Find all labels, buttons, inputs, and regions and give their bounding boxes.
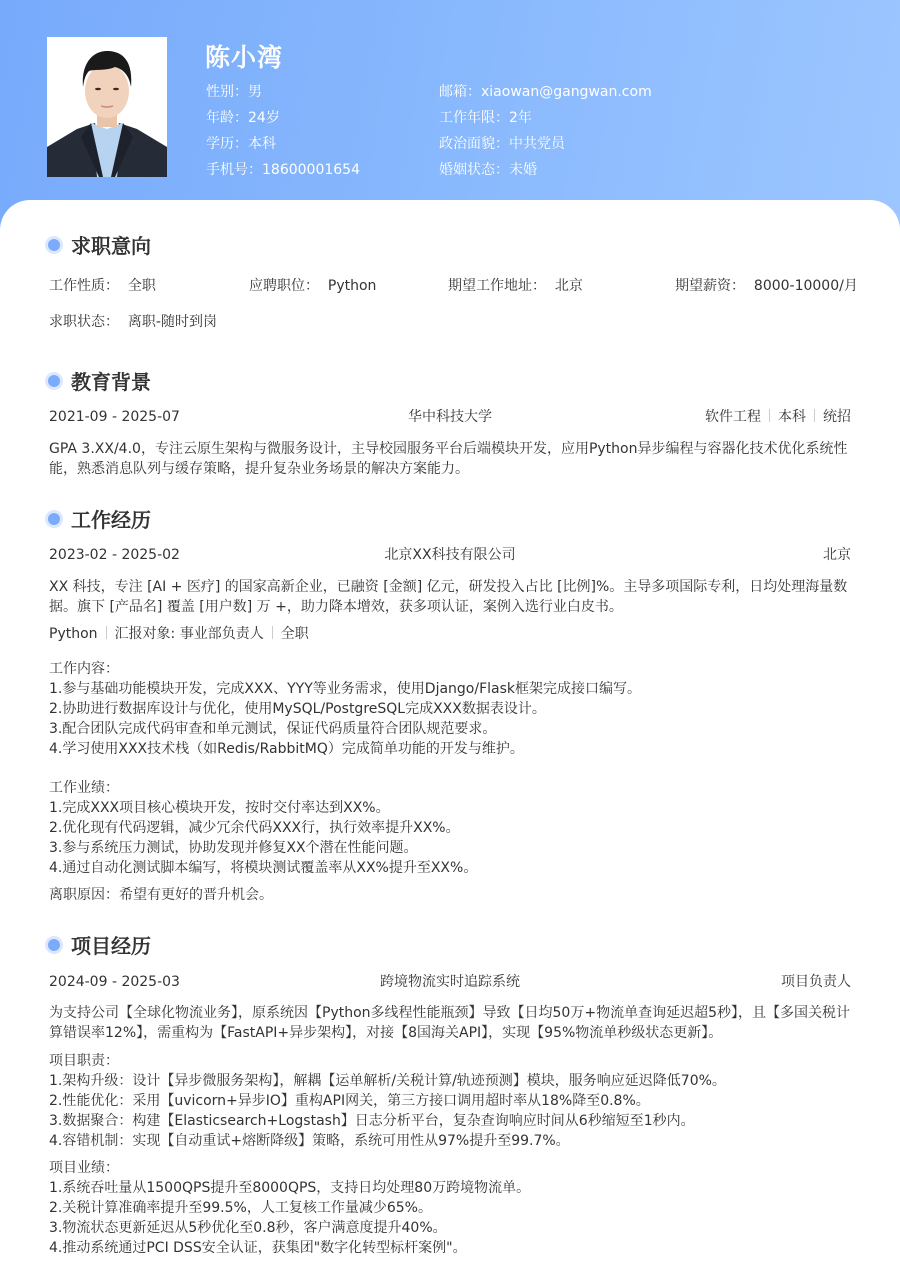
info-label: 工作年限： [439, 110, 509, 126]
project-period: 2024-09 - 2025-03 [49, 974, 180, 990]
company-intro: XX 科技，专注 [AI + 医疗] 的国家高新企业，已融资 [金额] 亿元，研发投入占比 [比例]%。主导多项国际专利，日均处理海量数据。旗下 [产品名] 覆盖 [用户数] 万 +，助力降本增效，获多项认证，案例入选行业白皮书。 [49, 579, 848, 615]
job-position [249, 276, 376, 296]
tech-tag: Python [49, 626, 98, 642]
divider [272, 626, 273, 639]
section-title-education [48, 366, 151, 395]
info-political-status [439, 134, 652, 160]
info-label: 邮箱： [439, 84, 481, 100]
field-value: 北京 [554, 278, 583, 294]
project-duty-item: 4.容错机制：实现【自动重试+熔断降级】策略，系统可用性从97%提升至99.7%。 [49, 1133, 570, 1149]
divider [814, 409, 815, 422]
work-content-title: 工作内容： [49, 661, 119, 677]
job-salary [675, 276, 858, 296]
info-value: 2年 [509, 110, 532, 126]
info-value: 18600001654 [262, 162, 360, 178]
info-work-years [439, 108, 652, 134]
divider [106, 626, 107, 639]
major-tag: 软件工程 [705, 409, 761, 425]
field-value: 8000-10000/月 [753, 278, 858, 294]
info-phone [206, 160, 360, 186]
section-heading: 工作经历 [71, 508, 151, 532]
project-duty-item: 2.性能优化：采用【uvicorn+异步IO】重构API网关，第三方接口调用超时率从18%降至0.8%。 [49, 1093, 650, 1109]
work-company: 北京XX科技有限公司 [384, 547, 516, 563]
info-label: 手机号： [206, 162, 262, 178]
project-duties [49, 1051, 726, 1151]
info-education [206, 134, 360, 160]
education-description: GPA 3.XX/4.0，专注云原生架构与微服务设计，主导校园服务平台后端模块开发，应用Python异步编程与容器化技术优化系统性能，熟悉消息队列与缓存策略，提升复杂业务场景的解决方案能力。 [49, 441, 848, 477]
field-value: 离职-随时到岗 [127, 314, 217, 330]
field-label: 求职状态： [49, 314, 119, 330]
education-school: 华中科技大学 [408, 409, 492, 425]
field-label: 期望薪资： [675, 278, 745, 294]
work-achievements [49, 778, 477, 878]
project-background: 为支持公司【全球化物流业务】，原系统因【Python多线程性能瓶颈】导致【日均50万+物流单查询延迟超5秒】，且【多国关税计算错误率12%】，需重构为【FastAPI+异步架构】，对接【8国海关API】，实现【95%物流单秒级状态更新】。 [49, 1005, 850, 1041]
profile-photo [47, 37, 167, 177]
section-heading: 项目经历 [71, 934, 151, 958]
info-label: 学历： [206, 136, 248, 152]
project-achievement-item: 4.推动系统通过PCI DSS安全认证，获集团"数字化转型标杆案例"。 [49, 1240, 467, 1256]
info-value: 男 [248, 84, 262, 100]
job-location [448, 276, 583, 296]
section-heading: 求职意向 [71, 234, 151, 258]
section-heading: 教育背景 [71, 370, 151, 394]
field-value: 全职 [127, 278, 156, 294]
education-header-row [49, 407, 851, 427]
info-email [439, 82, 652, 108]
education-period: 2021-09 - 2025-07 [49, 409, 180, 425]
job-type [49, 276, 156, 296]
info-label: 婚姻状态： [439, 162, 509, 178]
project-achievement-item: 3.物流状态更新延迟从5秒优化至0.8秒，客户满意度提升40%。 [49, 1220, 447, 1236]
field-label: 应聘职位： [249, 278, 319, 294]
section-title-work [48, 504, 151, 533]
work-content-item: 3.配合团队完成代码审查和单元测试，保证代码质量符合团队规范要求。 [49, 721, 497, 737]
info-label: 政治面貌： [439, 136, 509, 152]
bullet-dot-icon [48, 375, 60, 387]
project-duty-item: 3.数据聚合：构建【Elasticsearch+Logstash】日志分析平台，复杂查询响应时间从6秒缩短至1秒内。 [49, 1113, 695, 1129]
project-duties-title: 项目职责： [49, 1053, 119, 1069]
work-achievement-item: 3.参与系统压力测试，协助发现并修复XX个潜在性能问题。 [49, 840, 418, 856]
project-achievement-item: 1.系统吞吐量从1500QPS提升至8000QPS，支持日均处理80万跨境物流单。 [49, 1180, 531, 1196]
project-achievements [49, 1158, 530, 1258]
work-achievements-title: 工作业绩： [49, 780, 119, 796]
bullet-dot-icon [48, 513, 60, 525]
info-value: 本科 [248, 136, 276, 152]
work-achievement-item: 1.完成XXX项目核心模块开发，按时交付率达到XX%。 [49, 800, 390, 816]
project-duty-item: 1.架构升级：设计【异步微服务架构】，解耦【运单解析/关税计算/轨迹预测】模块，服务响应延迟降低70%。 [49, 1073, 726, 1089]
portrait-photo-icon [47, 37, 167, 177]
degree-tag: 本科 [778, 409, 806, 425]
info-label: 性别： [206, 84, 248, 100]
work-achievement-item: 4.通过自动化测试脚本编写，将模块测试覆盖率从XX%提升至XX%。 [49, 860, 478, 876]
section-title-project [48, 930, 151, 959]
info-gender [206, 82, 360, 108]
enrollment-tag: 统招 [823, 409, 851, 425]
section-title-job-intention [48, 230, 151, 259]
info-age [206, 108, 360, 134]
project-achievements-title: 项目业绩： [49, 1160, 119, 1176]
info-marital-status [439, 160, 652, 186]
work-location: 北京 [823, 547, 851, 563]
field-value: Python [327, 278, 377, 294]
project-name: 跨境物流实时追踪系统 [380, 974, 520, 990]
project-role: 项目负责人 [781, 974, 851, 990]
basic-info-right [439, 82, 652, 186]
education-tags [705, 407, 851, 427]
work-content [49, 659, 641, 759]
report-to-tag: 汇报对象: 事业部负责人 [114, 626, 264, 642]
basic-info-left [206, 82, 360, 186]
info-label: 年龄： [206, 110, 248, 126]
info-value: 未婚 [509, 162, 537, 178]
info-value: xiaowan@gangwan.com [481, 84, 652, 100]
job-status [49, 312, 217, 332]
info-value: 24岁 [248, 110, 280, 126]
project-header-row [49, 972, 851, 992]
info-value: 中共党员 [509, 136, 565, 152]
divider [769, 409, 770, 422]
field-label: 期望工作地址： [448, 278, 546, 294]
work-achievement-item: 2.优化现有代码逻辑，减少冗余代码XXX行，执行效率提升XX%。 [49, 820, 460, 836]
work-tags [49, 624, 309, 644]
bullet-dot-icon [48, 939, 60, 951]
work-header-row [49, 545, 851, 565]
work-content-item: 4.学习使用XXX技术栈（如Redis/RabbitMQ）完成简单功能的开发与维护。 [49, 741, 524, 757]
candidate-name: 陈小湾 [205, 43, 284, 72]
work-content-item: 2.协助进行数据库设计与优化，使用MySQL/PostgreSQL完成XXX数据表设计。 [49, 701, 546, 717]
leave-reason: 离职原因：希望有更好的晋升机会。 [49, 887, 273, 903]
work-content-item: 1.参与基础功能模块开发，完成XXX、YYY等业务需求，使用Django/Flask框架完成接口编写。 [49, 681, 641, 697]
employment-type-tag: 全职 [280, 626, 309, 642]
project-achievement-item: 2.关税计算准确率提升至99.5%，人工复核工作量减少65%。 [49, 1200, 432, 1216]
work-period: 2023-02 - 2025-02 [49, 547, 180, 563]
field-label: 工作性质： [49, 278, 119, 294]
bullet-dot-icon [48, 239, 60, 251]
